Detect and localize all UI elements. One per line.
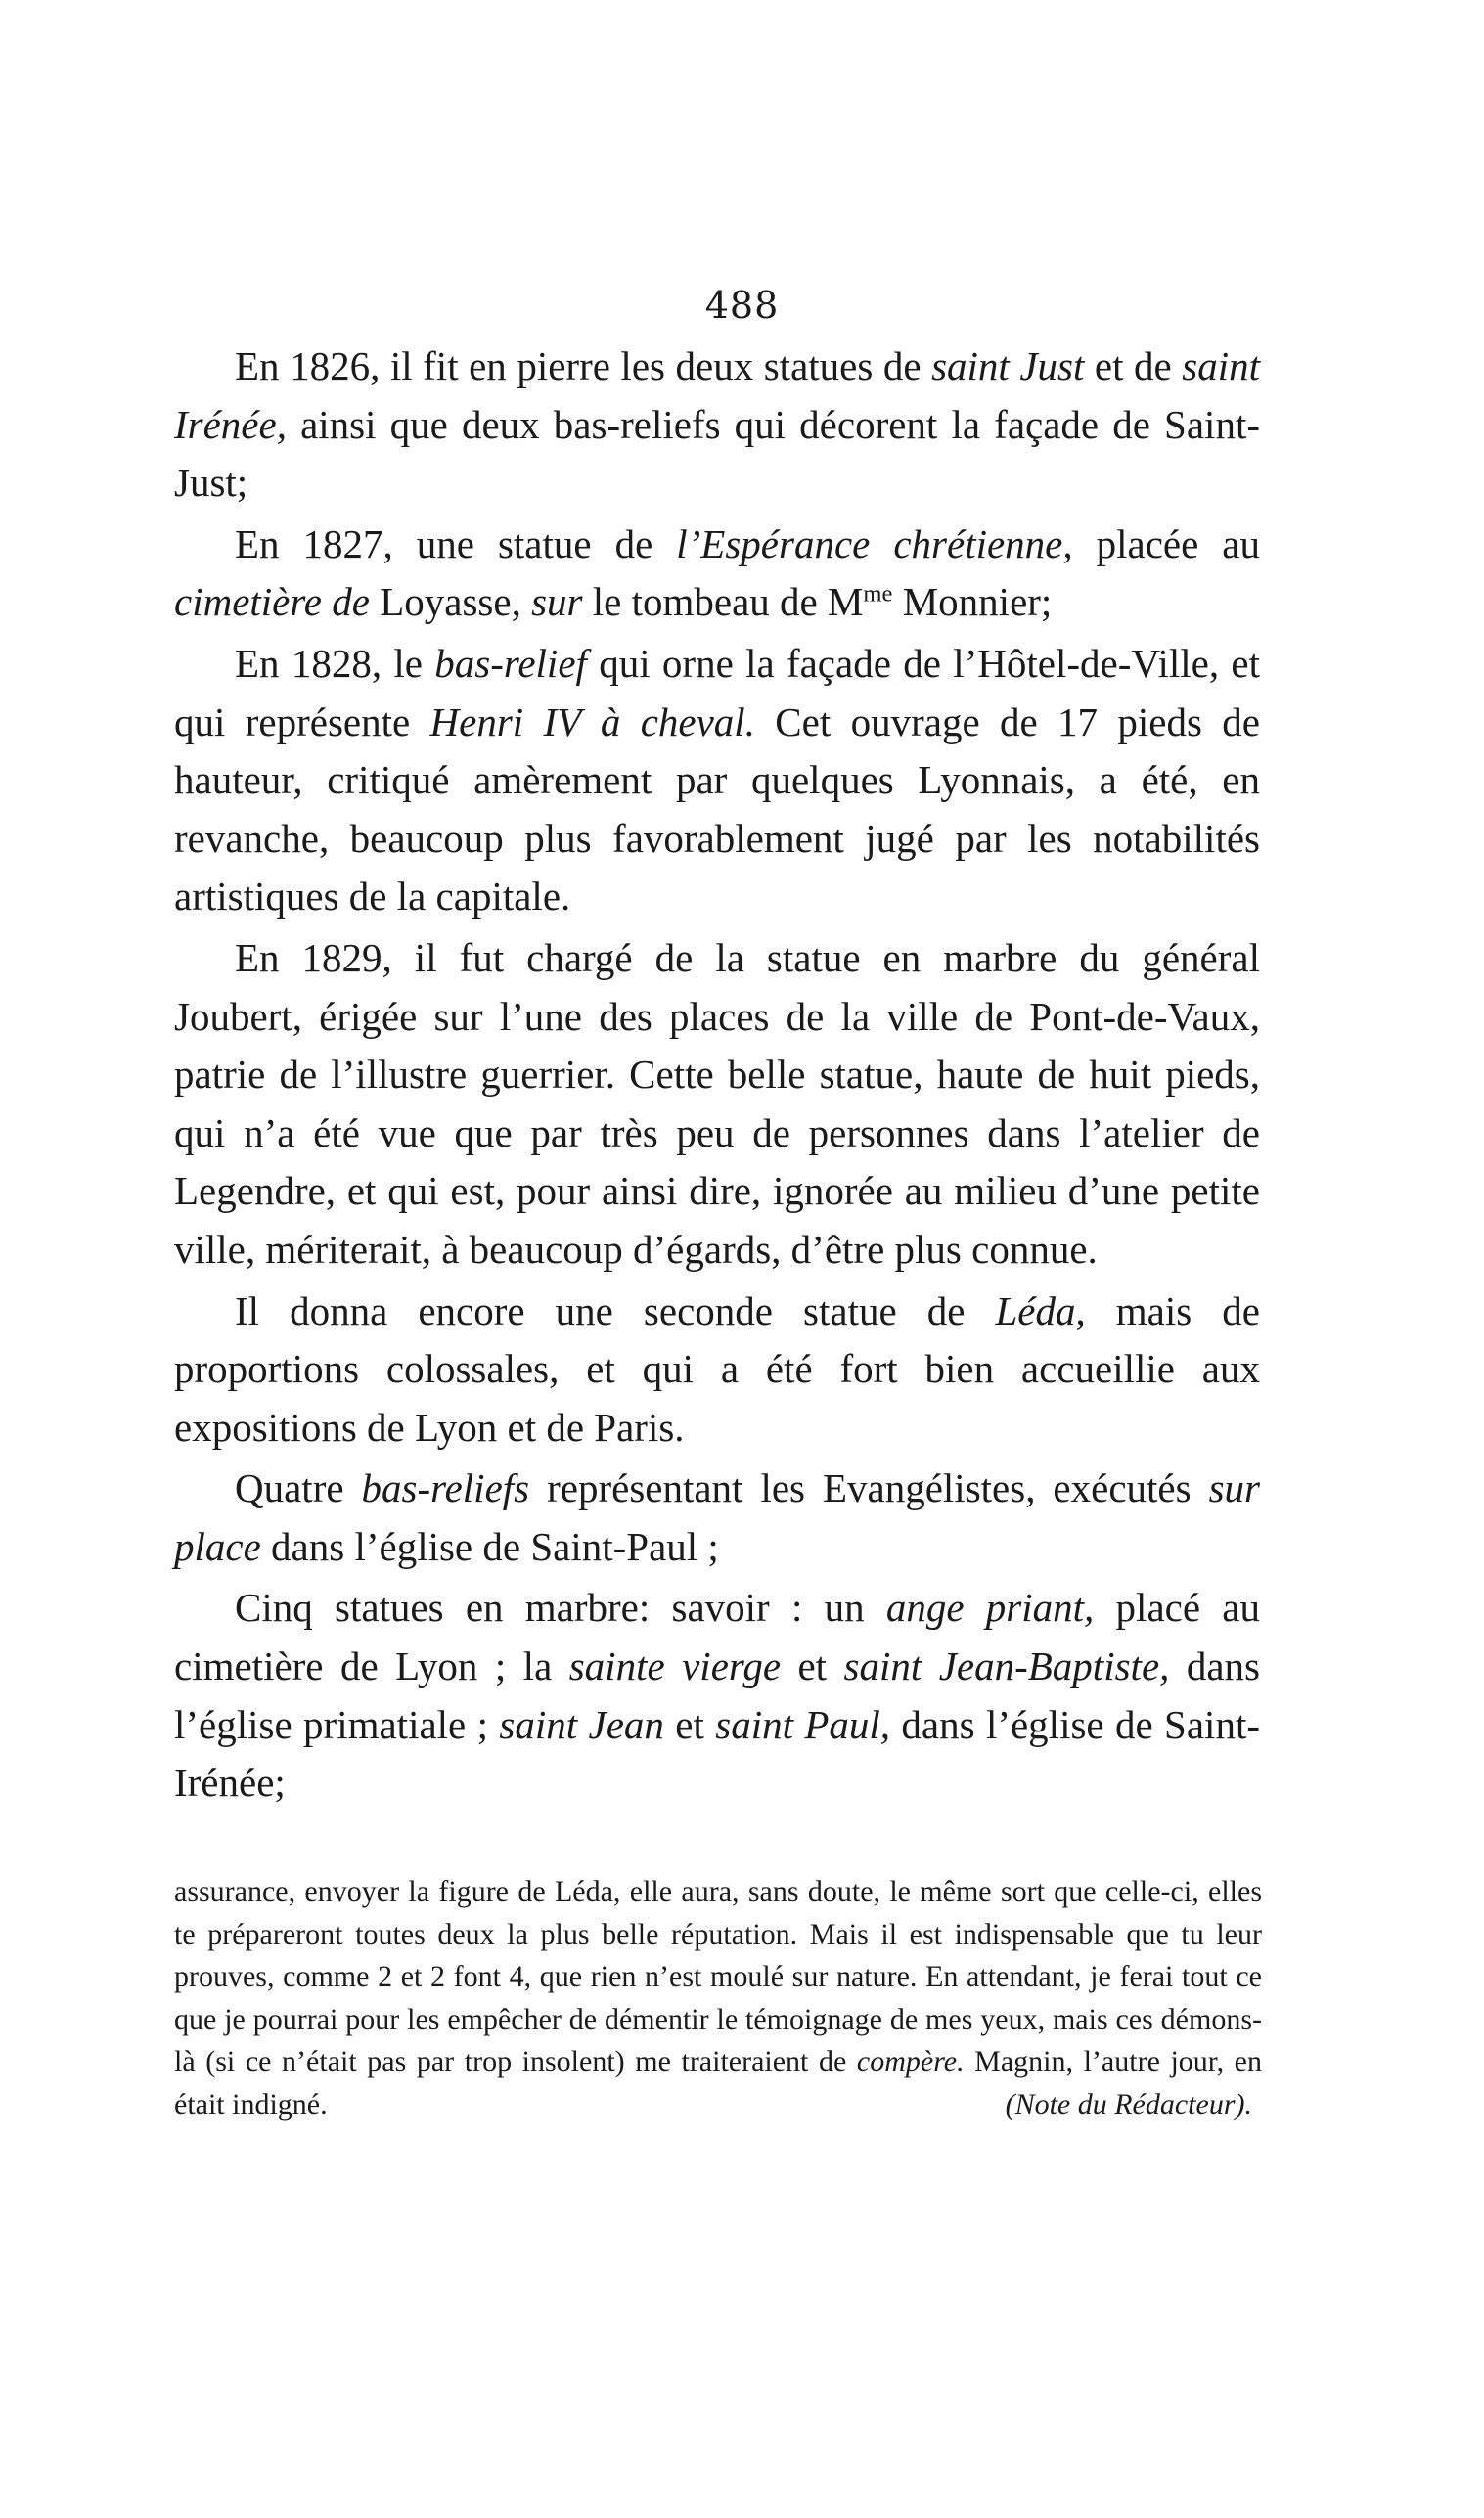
paragraph bbox=[174, 516, 1260, 632]
text-run: placé au cimetière de Lyon ; la bbox=[174, 1585, 1260, 1689]
footnote bbox=[174, 1870, 1262, 2126]
paragraph bbox=[174, 635, 1260, 926]
footnote-text: assurance, envoyer la figure de Léda, elle aura, sans doute, le même sort que celle-ci, elles te prépareront toutes deux la plus belle réputation. Mais il est indispensable que tu leur prouves, comme 2 et 2 font 4, que rien n’est moulé sur nature. En attendant, je ferai tout ce que je pourrai pour les empêcher de démentir le témoignage de mes yeux, mais ces démons-là (si ce n’était pas par trop insolent) me traiteraient de bbox=[174, 1875, 1262, 2078]
italic-text: sainte vierge bbox=[568, 1643, 782, 1689]
text-run: Il donna encore une seconde statue de bbox=[235, 1287, 996, 1333]
text-run: et bbox=[781, 1643, 844, 1689]
body-text bbox=[174, 337, 1260, 1816]
paragraph bbox=[174, 1460, 1260, 1576]
text-run: placée au bbox=[1072, 520, 1260, 566]
paragraph bbox=[174, 1579, 1260, 1812]
italic-text: l’Espérance chrétienne, bbox=[676, 520, 1073, 566]
superscript: me bbox=[863, 580, 893, 607]
italic-text: saint Just bbox=[931, 343, 1085, 388]
text-run: dans l’église primatiale ; bbox=[174, 1643, 1260, 1747]
text-run: En 1828, le bbox=[235, 640, 435, 686]
italic-text: cimetière de bbox=[174, 579, 370, 625]
italic-text: bas-reliefs bbox=[361, 1465, 530, 1511]
italic-text: sur bbox=[531, 579, 583, 625]
text-run: Monnier; bbox=[892, 579, 1053, 625]
paragraph bbox=[174, 929, 1260, 1280]
italic-text: saint Irénée, bbox=[174, 343, 1260, 447]
footnote-emphasis: compère. bbox=[856, 2046, 965, 2078]
text-run: Cet ouvrage de 17 pieds de hauteur, critiqué amèrement par quelques Lyonnais, a été, en revanche, beaucoup plus favorablement jugé par les notabilités artistiques de la capitale. bbox=[174, 698, 1260, 920]
italic-text: Léda bbox=[995, 1287, 1076, 1333]
text-run: En 1827, une statue de bbox=[235, 520, 677, 566]
text-run: le tombeau de M bbox=[582, 579, 864, 625]
text-run: En 1829, il fut chargé de la statue en marbre du général Joubert, érigée sur l’une des places de la ville de Pont-de-Vaux, patrie de l’illustre guerrier. Cette belle statue, haute de huit pieds, qui n’a été vue que par très peu de personnes dans l’atelier de Legendre, et qui est, pour ainsi dire, ignorée au milieu d’une petite ville, mériterait, à beaucoup d’égards, d’être plus connue. bbox=[174, 934, 1260, 1272]
italic-text: saint Paul, bbox=[715, 1701, 891, 1747]
text-run: , mais de proportions colossales, et qui a été fort bien accueillie aux expositions de Lyon et de Paris. bbox=[174, 1287, 1260, 1450]
italic-text: ange priant, bbox=[885, 1585, 1095, 1631]
text-run: représentant les Evangélistes, exécutés bbox=[529, 1465, 1209, 1511]
paragraph bbox=[174, 1282, 1260, 1458]
text-run: Quatre bbox=[235, 1465, 362, 1511]
text-run: Loyasse, bbox=[369, 579, 532, 625]
italic-text: sur place bbox=[174, 1465, 1260, 1569]
paragraph bbox=[174, 337, 1260, 513]
italic-text: saint Jean bbox=[499, 1701, 664, 1747]
italic-text: bas-relief bbox=[434, 640, 587, 686]
italic-text: Henri IV à cheval. bbox=[429, 698, 755, 744]
footnote-attribution: (Note du Rédacteur). bbox=[1005, 2088, 1252, 2121]
text-run: En 1826, il fit en pierre les deux statues de bbox=[235, 343, 932, 388]
text-run: dans l’église de Saint-Paul ; bbox=[260, 1523, 719, 1569]
text-run: dans l’église de Saint-Irénée; bbox=[174, 1701, 1260, 1806]
footnote-text-end: Magnin, l’autre jour, en était indigné. bbox=[174, 2046, 1263, 2121]
text-run: qui orne la façade de l’Hôtel-de-Ville, et qui représente bbox=[174, 640, 1261, 744]
text-run: et bbox=[663, 1701, 716, 1747]
italic-text: saint Jean-Baptiste, bbox=[843, 1643, 1170, 1689]
text-run: et de bbox=[1084, 343, 1183, 388]
text-run: Cinq statues en marbre: savoir : un bbox=[235, 1585, 886, 1631]
text-run: ainsi que deux bas-reliefs qui décorent la façade de Saint-Just; bbox=[174, 401, 1260, 506]
page-number: 488 bbox=[704, 284, 780, 327]
